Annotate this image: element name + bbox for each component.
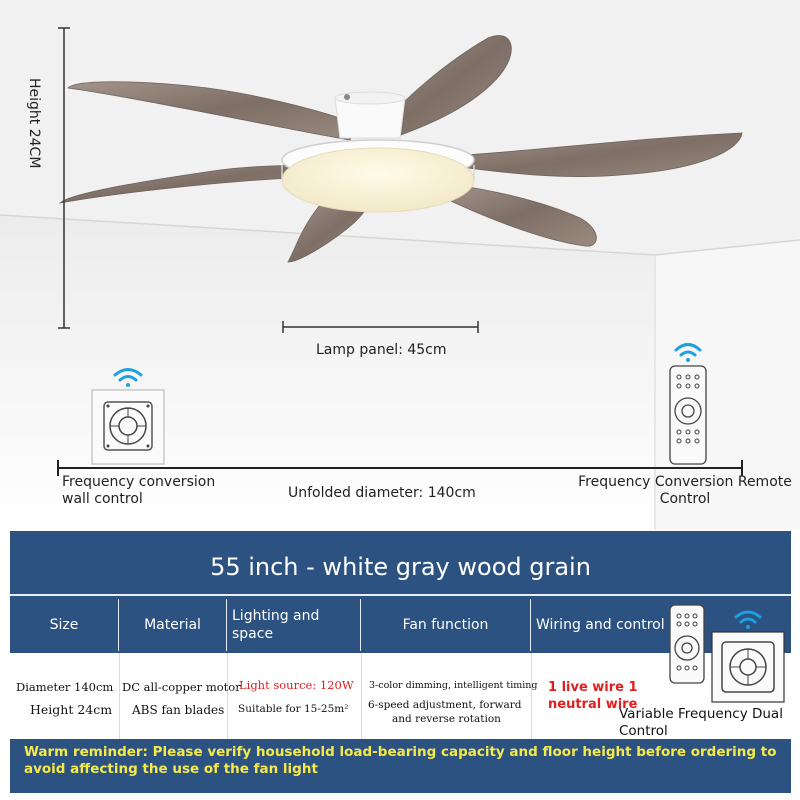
wiring-live: 1 live wire 1 — [548, 680, 638, 695]
remote-control-icon — [668, 604, 708, 684]
height-label: Height 24CM — [26, 78, 42, 169]
lamp-panel-label: Lamp panel: 45cm — [316, 342, 447, 358]
size-diameter: Diameter 140cm — [16, 680, 114, 694]
wiring-control: Variable Frequency Dual Control — [619, 706, 783, 739]
material-motor: DC all-copper motor — [122, 680, 241, 694]
spec-title: 55 inch - white gray wood grain — [210, 553, 591, 581]
header-size: Size — [10, 599, 119, 651]
remote-control-icon — [670, 366, 706, 464]
diameter-label: Unfolded diameter: 140cm — [288, 485, 476, 501]
column-divider — [119, 653, 120, 739]
header-wiring: Wiring and control — [536, 617, 665, 633]
column-divider — [227, 653, 228, 739]
header-fan-function: Fan function — [361, 599, 531, 651]
wiring-neutral: neutral wire — [548, 697, 638, 712]
title-divider — [10, 594, 791, 596]
column-divider — [361, 653, 362, 739]
material-blades: ABS fan blades — [132, 703, 225, 717]
remote-control-label: Frequency Conversion Remote Control — [578, 474, 792, 507]
lighting-space: Suitable for 15-25m² — [238, 703, 349, 715]
wall-control-icon — [710, 608, 786, 704]
warm-reminder: Warm reminder: Please verify household load-bearing capacity and floor height before ordering to avoid affecting the use of the fan light — [24, 744, 777, 777]
wall-control-icon — [92, 390, 164, 464]
fan-function-dimming: 3-color dimming, intelligent timing — [369, 680, 538, 691]
header-material: Material — [119, 599, 227, 651]
header-lighting: Lighting and space — [227, 599, 361, 651]
column-divider — [531, 653, 532, 739]
wall-control-label: Frequency conversion wall control — [62, 474, 216, 507]
size-height: Height 24cm — [30, 702, 113, 717]
fan-function-rotation: and reverse rotation — [392, 713, 501, 725]
lighting-source: Light source: 120W — [239, 678, 354, 692]
fan-function-speed: 6-speed adjustment, forward — [368, 699, 522, 711]
